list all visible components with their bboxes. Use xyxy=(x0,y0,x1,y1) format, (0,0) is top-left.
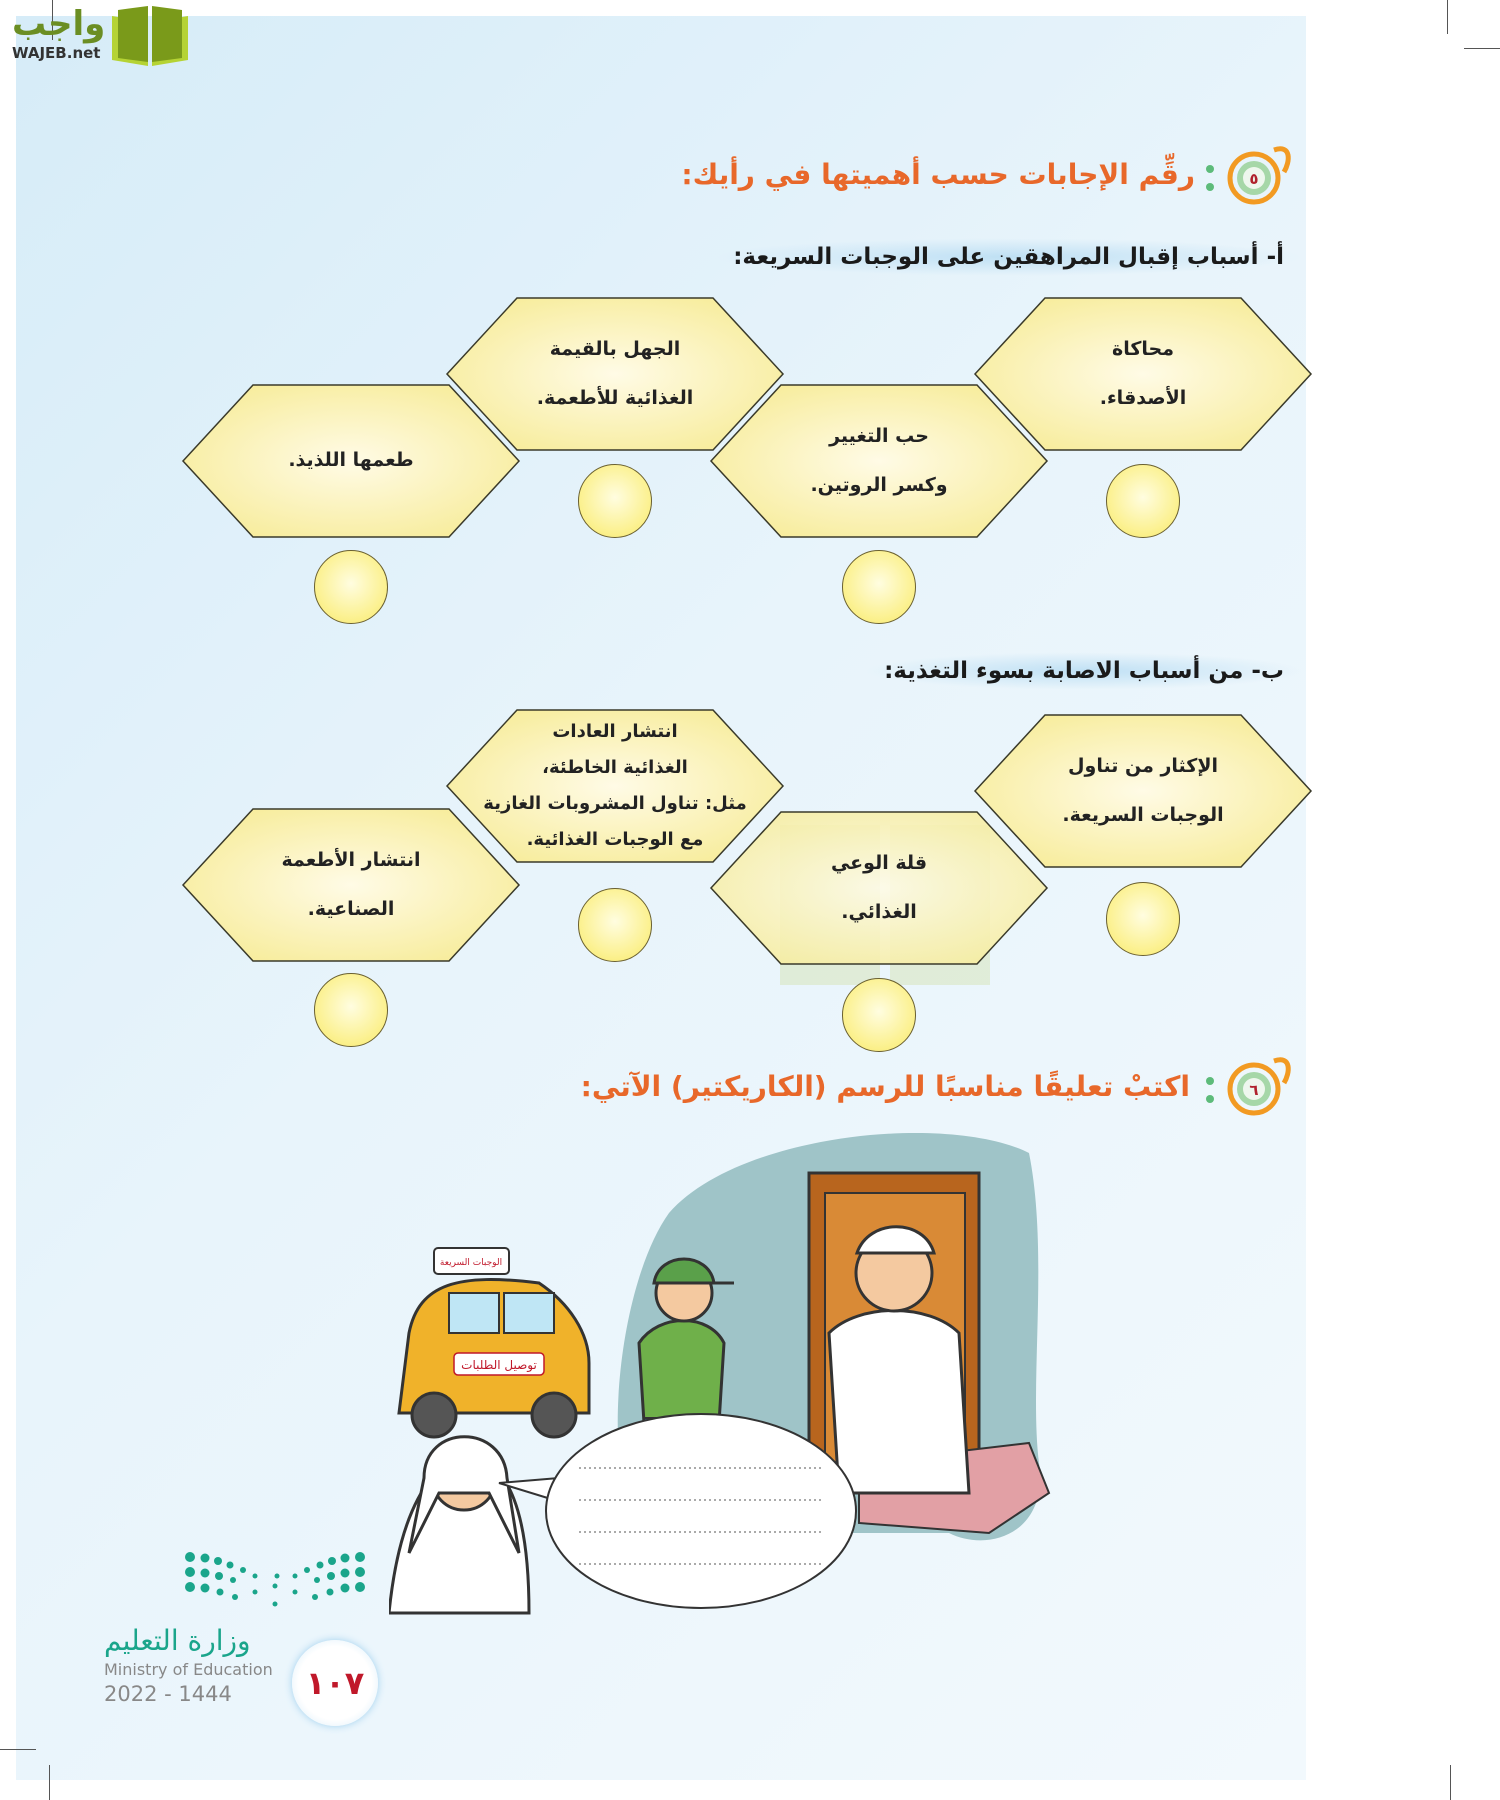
question6-title: اكتبْ تعليقًا مناسبًا للرسم (الكاريكتير) الآتي: xyxy=(580,1070,1190,1103)
option-text: الأصدقاء. xyxy=(1099,387,1187,409)
option-text: مثل: تناول المشروبات الغازية xyxy=(483,793,747,814)
question5-title: رقِّم الإجابات حسب أهميتها في رأيك: xyxy=(681,158,1195,191)
book-icon xyxy=(108,6,192,66)
colon-dot xyxy=(1206,183,1214,191)
option-text: حب التغيير xyxy=(829,424,929,447)
answer-option xyxy=(181,807,521,963)
rank-input-circle[interactable] xyxy=(842,978,916,1052)
ministry-dots-emblem xyxy=(185,1552,365,1612)
option-text: الجهل بالقيمة xyxy=(549,337,681,360)
edition-year: 2022 - 1444 xyxy=(104,1682,232,1706)
rank-input-circle[interactable] xyxy=(842,550,916,624)
question-number: ٦ xyxy=(1249,1081,1259,1099)
page-number: ١٠٧ xyxy=(292,1640,378,1726)
question-number-badge xyxy=(1222,142,1292,212)
logo-english: WAJEB.net xyxy=(12,44,101,62)
answer-option xyxy=(181,383,521,539)
rank-input-circle[interactable] xyxy=(1106,882,1180,956)
question-number-badge xyxy=(1222,1053,1292,1123)
option-text: الغذائية الخاطئة، xyxy=(542,757,688,778)
option-text: وكسر الروتين. xyxy=(810,474,948,496)
option-text: مع الوجبات الغذائية. xyxy=(526,829,704,850)
car-label-text: توصيل الطلبات xyxy=(461,1358,537,1372)
rank-input-circle[interactable] xyxy=(314,973,388,1047)
rank-input-circle[interactable] xyxy=(314,550,388,624)
option-text: الإكثار من تناول xyxy=(1068,754,1218,777)
option-text: الغذائية للأطعمة. xyxy=(536,387,694,409)
colon-dot xyxy=(1206,165,1214,173)
ministry-name-arabic: وزارة التعليم xyxy=(104,1624,251,1657)
option-text: طعمها اللذيذ. xyxy=(288,449,414,472)
part-b-label: ب- من أسباب الاصابة بسوء التغذية: xyxy=(864,652,1304,690)
answer-line-text[interactable] xyxy=(580,1524,850,1556)
crop-mark xyxy=(49,1765,50,1800)
option-text: محاكاة xyxy=(1112,337,1174,360)
speech-bubble-answer[interactable] xyxy=(580,1460,850,1590)
option-text: انتشار الأطعمة xyxy=(281,848,421,871)
question-number: ٥ xyxy=(1249,170,1259,188)
rank-input-circle[interactable] xyxy=(1106,464,1180,538)
crop-mark xyxy=(1447,0,1448,34)
answer-line-text[interactable] xyxy=(580,1460,850,1492)
option-text: انتشار العادات xyxy=(552,721,678,742)
option-text: الصناعية. xyxy=(307,898,395,920)
option-text: الوجبات السريعة. xyxy=(1062,804,1224,826)
rank-input-circle[interactable] xyxy=(578,464,652,538)
part-a-label: أ- أسباب إقبال المراهقين على الوجبات السريعة: xyxy=(713,238,1304,276)
option-text: قلة الوعي xyxy=(830,851,928,874)
crop-mark xyxy=(0,1749,36,1750)
man-in-ghutra xyxy=(389,1437,529,1613)
ministry-name-english: Ministry of Education xyxy=(104,1660,273,1679)
colon-dot xyxy=(1206,1095,1214,1103)
logo-arabic: واجب xyxy=(12,4,106,44)
wajeb-logo xyxy=(8,4,193,66)
rank-input-circle[interactable] xyxy=(578,888,652,962)
answer-line-text[interactable] xyxy=(580,1492,850,1524)
crop-mark xyxy=(1464,48,1500,49)
car-sign-text: الوجبات السريعة xyxy=(439,1258,503,1268)
option-text: الغذائي. xyxy=(841,901,917,923)
colon-dot xyxy=(1206,1077,1214,1085)
delivery-car xyxy=(399,1248,589,1437)
crop-mark xyxy=(1450,1765,1451,1800)
answer-line-text[interactable] xyxy=(580,1556,850,1588)
